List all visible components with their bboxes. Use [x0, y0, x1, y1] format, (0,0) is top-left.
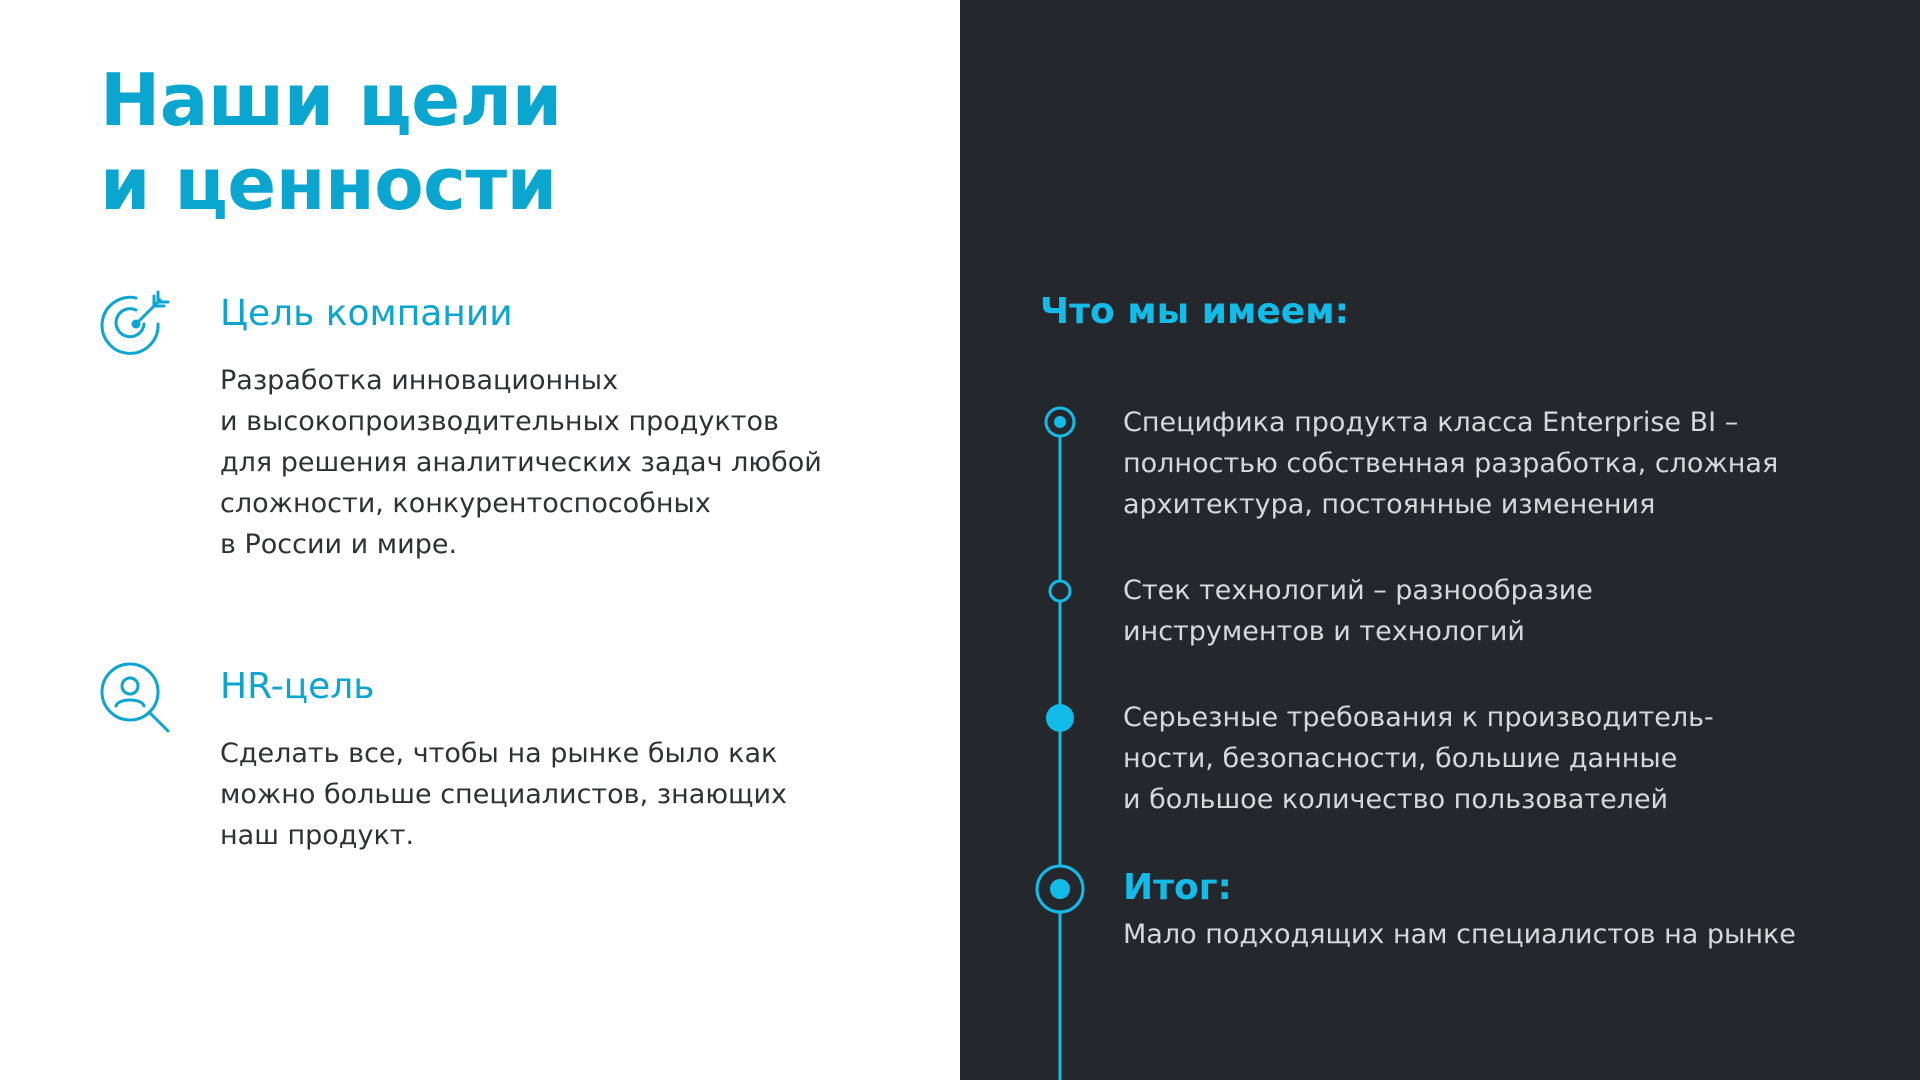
timeline-marker-3	[1046, 704, 1074, 732]
timeline-marker-result	[1037, 866, 1083, 912]
timeline-item-1	[1123, 402, 1778, 525]
result-text: Мало подходящих нам специалистов на рынке	[1123, 919, 1796, 950]
goal-description	[220, 360, 822, 565]
timeline-item-line: архитектура, постоянные изменения	[1123, 489, 1656, 520]
hr-description	[220, 733, 787, 856]
timeline-item-line: Специфика продукта класса Enterprise BI –	[1123, 407, 1739, 438]
timeline	[1020, 380, 1100, 1080]
hr-heading: HR-цель	[220, 666, 375, 707]
right-heading: Что мы имеем:	[1040, 291, 1350, 332]
timeline-item-line: полностью собственная разработка, сложная	[1123, 448, 1779, 479]
timeline-item-line: Серьезные требования к производитель-	[1123, 702, 1714, 733]
goal-line: для решения аналитических задач любой	[220, 447, 822, 478]
timeline-item-line: Стек технологий – разнообразие	[1123, 575, 1593, 606]
hr-line: можно больше специалистов, знающих	[220, 779, 787, 810]
timeline-item-2	[1123, 570, 1593, 652]
timeline-marker-1	[1046, 408, 1074, 436]
goal-heading: Цель компании	[220, 293, 513, 334]
timeline-item-3	[1123, 697, 1714, 820]
result-heading: Итог:	[1123, 867, 1232, 908]
goal-line: в России и мире.	[220, 529, 458, 560]
goal-line: и высокопроизводительных продуктов	[220, 406, 779, 437]
timeline-item-line: и большое количество пользователей	[1123, 784, 1669, 815]
user-search-icon	[98, 660, 174, 736]
timeline-item-line: ности, безопасности, большие данные	[1123, 743, 1678, 774]
timeline-item-line: инструментов и технологий	[1123, 616, 1525, 647]
page-title-line-1: Наши цели	[100, 58, 562, 142]
page-title	[100, 58, 562, 226]
hr-line: Сделать все, чтобы на рынке было как	[220, 738, 778, 769]
goal-line: сложности, конкурентоспособных	[220, 488, 711, 519]
timeline-marker-2	[1050, 581, 1070, 601]
page-title-line-2: и ценности	[100, 142, 557, 226]
target-icon	[98, 284, 174, 360]
goal-line: Разработка инновационных	[220, 365, 619, 396]
hr-line: наш продукт.	[220, 820, 415, 851]
